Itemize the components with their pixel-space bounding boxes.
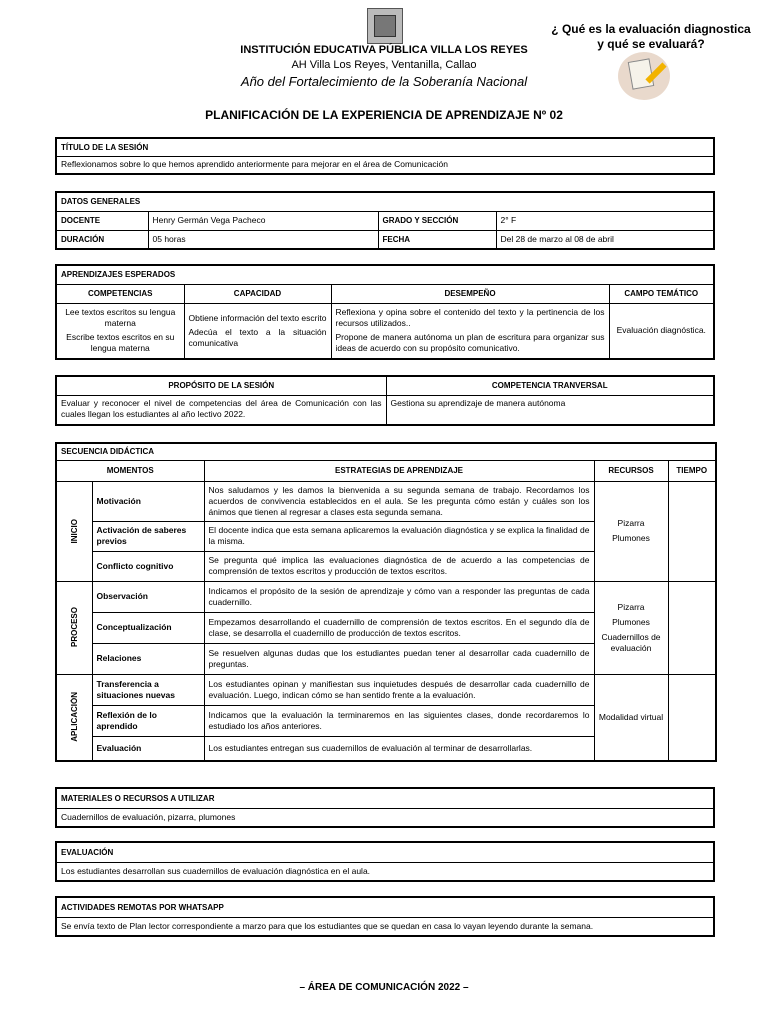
competencia-2: Escribe textos escritos en su lengua materna [66, 332, 175, 354]
col-recursos: RECURSOS [594, 460, 668, 481]
strategy-motivacion: Nos saludamos y les damos la bienvenida a su segunda semana de trabajo. Recordamos los acuerdos de convivencia establecidos en el aula. Se les pregunta cómo están y cuáles son los ánimos que tienen al regresar a clases esta segunda semana. [204, 481, 594, 521]
promo-line-1: ¿ Qué es la evaluación diagnostica [551, 22, 751, 36]
didactic-sequence-table [55, 442, 717, 762]
col-competencias: COMPETENCIAS [56, 284, 184, 303]
evaluation-value: Los estudiantes desarrollan sus cuadernillos de evaluación diagnóstica en el aula. [56, 862, 714, 881]
session-title-value: Reflexionamos sobre lo que hemos aprendido anteriormente para mejorar en el área de Comunicación [56, 156, 714, 174]
strategy-conceptualizacion: Empezamos desarrollando el cuadernillo de comprensión de textos escritos. En el segundo día de clase, se desarrolla el cuadernillo de producción de textos escritos. [204, 612, 594, 643]
time-aplicacion [668, 674, 716, 761]
desempeno-2: Propone de manera autónoma un plan de escritura para organizar sus ideas de acuerdo con su propósito comunicativo. [335, 332, 605, 354]
col-estrategias: ESTRATEGIAS DE APRENDIZAJE [204, 460, 594, 481]
strategy-observacion: Indicamos el propósito de la sesión de aprendizaje y cómo van a responder las preguntas de cada cuadernillo. [204, 581, 594, 612]
moment-evaluacion: Evaluación [92, 736, 204, 761]
fecha-value: Del 28 de marzo al 08 de abril [496, 230, 714, 249]
phase-inicio: INICIO [69, 518, 79, 544]
resource-proceso-1: Pizarra [617, 601, 645, 612]
moment-conflicto: Conflicto cognitivo [92, 551, 204, 581]
col-desempeno: DESEMPEÑO [331, 284, 609, 303]
footer-area: – ÁREA DE COMUNICACIÓN 2022 – [299, 982, 469, 993]
time-inicio [668, 481, 716, 581]
purpose-table [55, 375, 715, 426]
transversal-label: COMPETENCIA TRANVERSAL [386, 376, 714, 395]
duracion-value: 05 horas [148, 230, 378, 249]
promo-heading [540, 22, 762, 52]
col-capacidad: CAPACIDAD [184, 284, 331, 303]
capacidad-1: Obtiene información del texto escrito [188, 312, 327, 323]
moment-observacion: Observación [92, 581, 204, 612]
phase-proceso: PROCESO [69, 607, 79, 648]
phase-aplicacion: APLICACIÓN [69, 692, 79, 743]
evaluation-table [55, 841, 715, 882]
session-title-table [55, 137, 715, 175]
materials-value: Cuadernillos de evaluación, pizarra, plumones [56, 808, 714, 827]
checklist-pencil-icon [618, 52, 670, 100]
campo-tematico-value: Evaluación diagnóstica. [609, 303, 714, 359]
expected-learning-label: APRENDIZAJES ESPERADOS [56, 265, 714, 284]
page-title: PLANIFICACIÓN DE LA EXPERIENCIA DE APRENDIZAJE Nº 02 [205, 108, 563, 122]
resource-proceso-3: Cuadernillos de evaluación [601, 631, 661, 653]
year-name: Año del Fortalecimiento de la Soberanía Nacional [240, 74, 528, 89]
desempeno-1: Reflexiona y opina sobre el contenido del texto y la pertinencia de los recursos utilizados.. [335, 307, 605, 329]
col-campo-tematico: CAMPO TEMÁTICO [609, 284, 714, 303]
institution-name: INSTITUCIÓN EDUCATIVA PÚBLICA VILLA LOS REYES [240, 44, 528, 56]
fecha-label: FECHA [378, 230, 496, 249]
docente-value: Henry Germán Vega Pacheco [148, 211, 378, 230]
remote-activities-value: Se envía texto de Plan lector correspondiente a marzo para que los estudiantes que se quedan en casa lo vayan leyendo durante la semana. [56, 917, 714, 936]
promo-line-2: y qué se evaluará? [597, 37, 705, 51]
strategy-relaciones: Se resuelven algunas dudas que los estudiantes puedan tener al desarrollar cada cuadernillo de preguntas. [204, 643, 594, 674]
strategy-evaluacion: Los estudiantes entregan sus cuadernillos de evaluación al terminar de desarrollarlas. [204, 736, 594, 761]
institution-address: AH Villa Los Reyes, Ventanilla, Callao [291, 59, 477, 71]
strategy-activacion: El docente indica que esta semana aplicaremos la evaluación diagnóstica y se explica la finalidad de la misma. [204, 521, 594, 551]
moment-conceptualizacion: Conceptualización [92, 612, 204, 643]
expected-learning-table [55, 264, 715, 360]
resource-inicio-2: Plumones [612, 533, 650, 543]
strategy-conflicto: Se pregunta qué implica las evaluaciones diagnóstica de de acuerdo a las competencias de comprensión de textos escritos y producción de textos escritos. [204, 551, 594, 581]
materials-label: MATERIALES O RECURSOS A UTILIZAR [56, 788, 714, 808]
moment-motivacion: Motivación [92, 481, 204, 521]
general-data-table [55, 191, 715, 250]
duracion-label: DURACIÓN [56, 230, 148, 249]
purpose-value: Evaluar y reconocer el nivel de competencias del área de Comunicación con las cuales llegan los estudiantes al año lectivo 2022. [56, 395, 386, 425]
remote-activities-table [55, 896, 715, 937]
moment-activacion: Activación de saberes previos [92, 521, 204, 551]
grado-label: GRADO Y SECCIÓN [378, 211, 496, 230]
remote-activities-label: ACTIVIDADES REMOTAS POR WHATSAPP [56, 897, 714, 917]
col-momentos: MOMENTOS [56, 460, 204, 481]
moment-reflexion: Reflexión de lo aprendido [92, 705, 204, 736]
sequence-label: SECUENCIA DIDÁCTICA [56, 443, 716, 460]
grado-value: 2° F [496, 211, 714, 230]
school-crest [367, 8, 403, 44]
resource-aplicacion: Modalidad virtual [594, 674, 668, 761]
transversal-value: Gestiona su aprendizaje de manera autónoma [386, 395, 714, 425]
capacidad-2: Adecúa el texto a la situación comunicativa [188, 326, 327, 348]
moment-relaciones: Relaciones [92, 643, 204, 674]
moment-transferencia: Transferencia a situaciones nuevas [92, 674, 204, 705]
strategy-reflexion: Indicamos que la evaluación la terminaremos en las siguientes clases, donde recordaremos lo estudiado los años anteriores. [204, 705, 594, 736]
strategy-transferencia: Los estudiantes opinan y manifiestan sus inquietudes después de desarrollar cada cuadernillo de evaluación. Luego, indican cómo se han sentido frente a la evaluación. [204, 674, 594, 705]
resource-proceso-2: Plumones [612, 616, 650, 627]
general-data-label: DATOS GENERALES [56, 192, 714, 211]
evaluation-label: EVALUACIÓN [56, 842, 714, 862]
docente-label: DOCENTE [56, 211, 148, 230]
session-title-label: TÍTULO DE LA SESIÓN [56, 138, 714, 156]
col-tiempo: TIEMPO [668, 460, 716, 481]
competencia-1: Lee textos escritos su lengua materna [65, 307, 176, 329]
materials-table [55, 787, 715, 828]
time-proceso [668, 581, 716, 674]
resource-inicio-1: Pizarra [617, 518, 645, 528]
purpose-label: PROPÓSITO DE LA SESIÓN [56, 376, 386, 395]
